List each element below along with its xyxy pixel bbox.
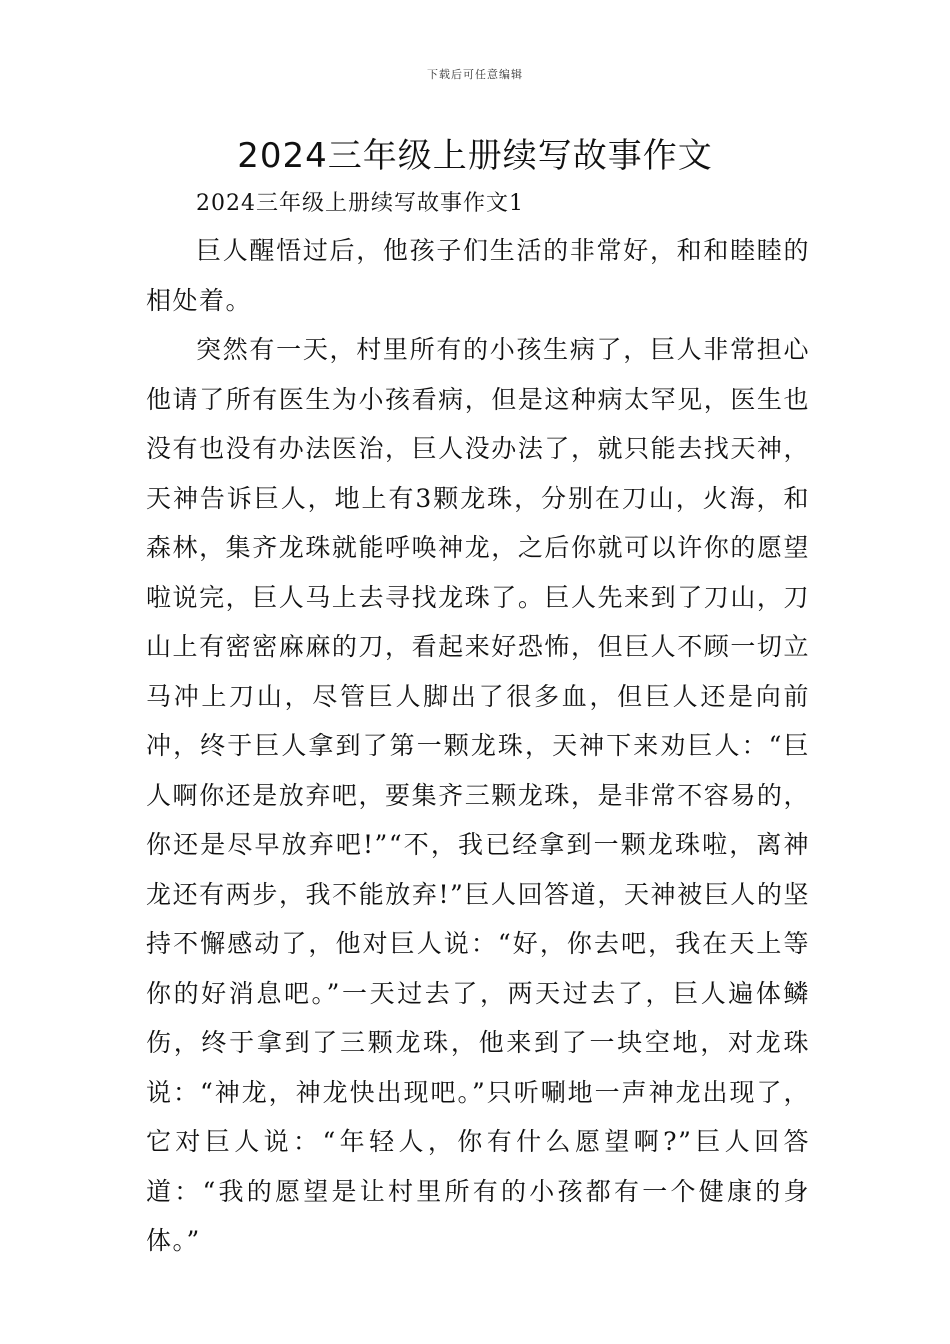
document-title: 2024三年级上册续写故事作文: [237, 136, 713, 176]
body-paragraph-2-container: [146, 325, 810, 1266]
body-paragraph-1: 巨人醒悟过后，他孩子们生活的非常好，和和睦睦的相处着。: [146, 236, 810, 315]
essay-subtitle: 2024三年级上册续写故事作文1: [196, 191, 524, 216]
body-paragraph-2: 突然有一天，村里所有的小孩生病了，巨人非常担心他请了所有医生为小孩看病，但是这种病太罕见，医生也没有也没有办法医治，巨人没办法了，就只能去找天神，天神告诉巨人，地上有3颗龙珠，分别在刀山，火海，和森林，集齐龙珠就能呼唤神龙，之后你就可以许你的愿望啦说完，巨人马上去寻找龙珠了。巨人先来到了刀山，刀山上有密密麻麻的刀，看起来好恐怖，但巨人不顾一切立马冲上刀山，尽管巨人脚出了很多血，但巨人还是向前冲，终于巨人拿到了第一颗龙珠，天神下来劝巨人：“巨人啊你还是放弃吧，要集齐三颗龙珠，是非常不容易的，你还是尽早放弃吧!”“不，我已经拿到一颗龙珠啦，离神龙还有两步，我不能放弃!”巨人回答道，天神被巨人的坚持不懈感动了，他对巨人说：“好，你去吧，我在天上等你的好消息吧。”一天过去了，两天过去了，巨人遍体鳞伤，终于拿到了三颗龙珠，他来到了一块空地，对龙珠说：“神龙，神龙快出现吧。”只听唰地一声神龙出现了，它对巨人说：“年轻人，你有什么愿望啊?”巨人回答道：“我的愿望是让村里所有的小孩都有一个健康的身体。”: [146, 335, 810, 1255]
body-paragraph-1-container: [146, 226, 810, 325]
header-note: 下载后可任意编辑: [427, 68, 523, 81]
